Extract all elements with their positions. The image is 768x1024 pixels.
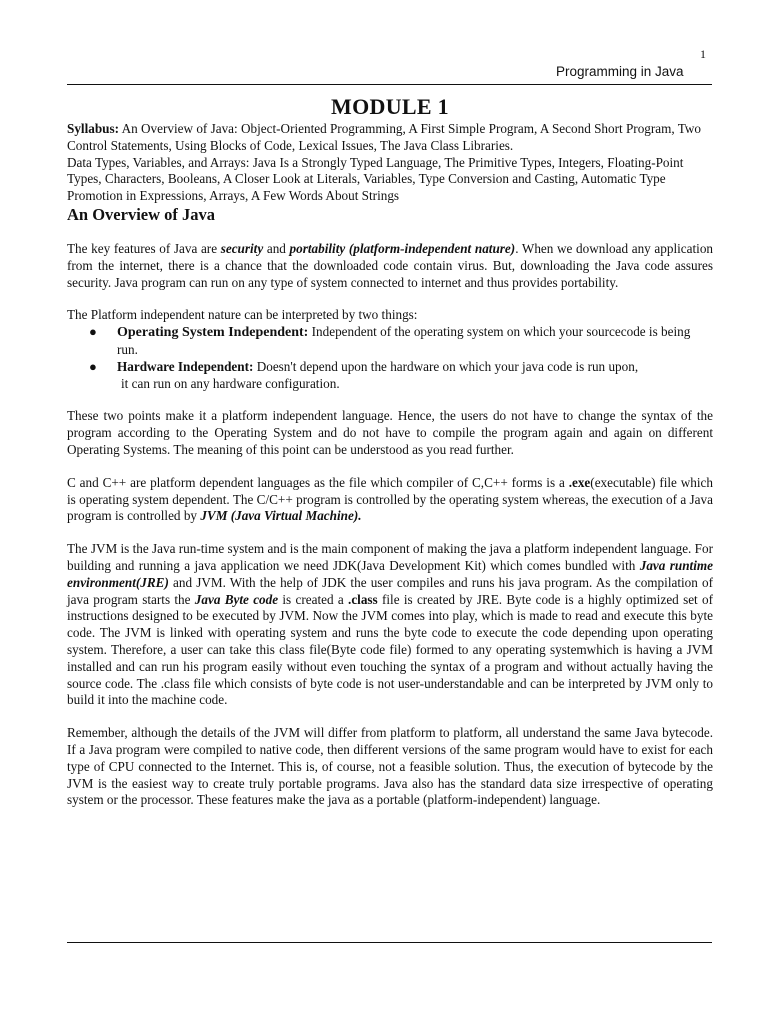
text: is created a (278, 591, 349, 607)
text: and (263, 240, 290, 256)
bullet-text-line-2: it can run on any hardware configuration. (121, 375, 340, 391)
emphasis-jre: Java runtime environment(JRE) (67, 557, 714, 590)
bullet-item-hw-independent (67, 359, 713, 393)
bullet-label: Operating System Independent: (117, 325, 309, 341)
syllabus-text-1: An Overview of Java: Object-Oriented Programming, A First Simple Program, A Second Short Program, Two Control Statements, Using Blocks of Code, Lexical Issues, The Java Class Libraries. (67, 121, 701, 153)
text: (executable) file which is operating system dependent. The C/C++ program is controlled by the operating system whereas, the execution of a Java program is controlled by (67, 474, 713, 524)
emphasis-bytecode: Java Byte code (194, 591, 279, 607)
bullet-label: Hardware Independent: (117, 358, 254, 374)
syllabus-paragraph-2: Data Types, Variables, and Arrays: Java Is a Strongly Typed Language, The Primitive Types, Integers, Floating-Point Types, Characters, Booleans, A Closer Look at Literals, Variables, Type Conversion and Casting, Automatic Type Promotion in Expressions, Arrays, A Few Words About Strings (67, 154, 684, 204)
emphasis-jvm: JVM (Java Virtual Machine). (200, 508, 362, 524)
text: C and C++ are platform dependent languages as the file which compiler of C,C++ forms is a (67, 474, 569, 490)
bullet-item-os-independent (67, 324, 713, 359)
text: and JVM. With the help of JDK the user compiles and runs his java program. As the compilation of java program starts the (67, 574, 713, 607)
emphasis-class: .class (348, 591, 378, 607)
syllabus-label: Syllabus: (67, 121, 120, 136)
syllabus-paragraph (67, 121, 713, 155)
paragraph-platform-intro: The Platform independent nature can be interpreted by two things: (67, 307, 418, 323)
page-content (67, 93, 713, 809)
paragraph-two-points: These two points make it a platform independent language. Hence, the users do not have to change the syntax of the program according to the Operating System and do not have to compile the program again and again on different Operating Systems. The meaning of this point can be understood as you read further. (67, 408, 713, 457)
running-header: Programming in Java (556, 64, 684, 79)
paragraph-remember: Remember, although the details of the JVM will differ from platform to platform, all understand the same Java bytecode. If a Java program were compiled to native code, then different versions of the same program would have to exist for each type of CPU connected to the Internet. This is, of course, not a feasible solution. Thus, the execution of bytecode by the JVM is the easiest way to create truly portable programs. Java also has the standard data size irrespective of operating system or the processor. These features make the java as a portable (platform-independent) language. (67, 725, 713, 808)
section-heading: An Overview of Java (67, 204, 216, 224)
text: The JVM is the Java run-time system and is the main component of making the java a platform independent language. For building and running a java application we need JDK(Java Development Kit) which comes bundled with (67, 541, 713, 573)
paragraph-c-cpp (67, 475, 713, 525)
text: file is created by JRE. Byte code is a highly optimized set of instructions designed to be executed by JVM. Now the JVM comes into play, which is made to read and execute this byte code. The JVM is linked with operating system and runs the byte code to execute the code depending upon operating system. Therefore, a user can take this class file(Byte code file) formed to any operating systemwhich is having a JVM installed and can run his program easily without even touching the syntax of a program and without actually having the source code. The .class file which consists of byte code is not user-understandable and can be interpreted by JVM only to build it into the machine code. (67, 591, 713, 708)
page-number: 1 (700, 47, 706, 61)
text: The key features of Java are (67, 240, 221, 256)
paragraph-jvm (67, 541, 713, 709)
bullet-icon: ● (89, 324, 97, 340)
bullet-list (67, 324, 713, 392)
bullet-icon: ● (89, 358, 97, 374)
emphasis-portability: portability (platform-independent nature) (289, 240, 516, 256)
emphasis-exe: .exe (568, 474, 591, 490)
paragraph-key-features (67, 241, 713, 291)
header-rule (67, 84, 712, 85)
bullet-text: Independent of the operating system on which your sourcecode is being run. (117, 324, 691, 357)
bullet-text: Doesn't depend upon the hardware on which your java code is run upon, (253, 358, 639, 374)
text: . When we download any application from the internet, there is a chance that the downloaded code contain virus. But, downloading the Java code assures security. Java program can run on any type of system connected to internet and thus provides portability. (67, 240, 714, 290)
emphasis-security: security (220, 240, 264, 256)
footer-rule (67, 942, 712, 943)
module-title: MODULE 1 (331, 94, 449, 119)
